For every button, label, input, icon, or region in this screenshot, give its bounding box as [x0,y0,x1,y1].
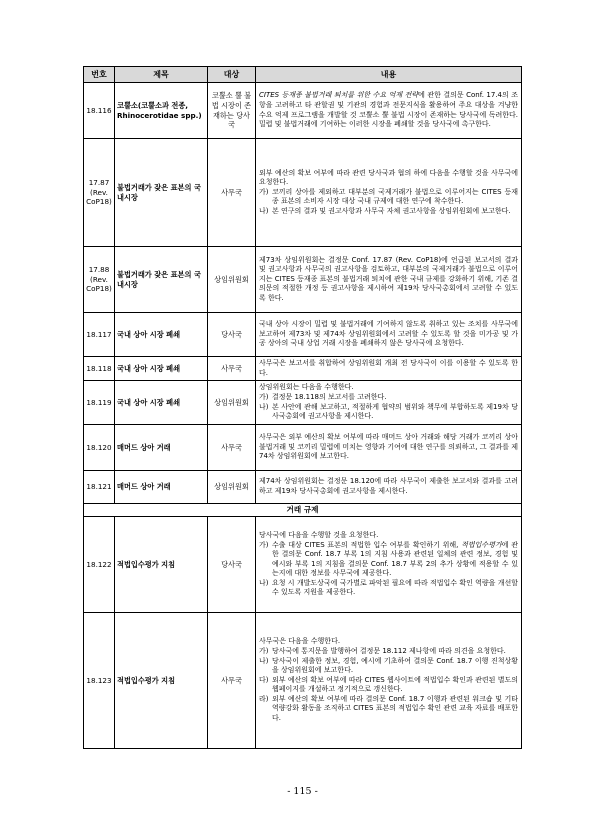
table-row [84,247,522,313]
row-subject: 코뿔소 뿔 불법 시장이 존재하는 당사국 [208,83,256,139]
header-subject: 대상 [208,67,256,83]
row-title: 코뿔소(코뿔소과 전종, Rhinocerotidae spp.) [115,83,208,139]
row-number: 17.88 (Rev. CoP18) [84,247,115,313]
row-content [256,613,522,749]
row-subject: 당사국 [208,313,256,357]
list-item: 가) 결정문 18.118의 보고서를 고려한다. [259,392,387,401]
table-row [84,425,522,471]
list-item: 나) 요청 시 개발도상국에 국가별로 파악된 필요에 따라 적법입수 확인 역량을 개선할 수 있도록 지원을 제공한다. [259,578,518,597]
row-number: 18.120 [84,425,115,471]
row-title: 국내 상아 시장 폐쇄 [115,381,208,425]
row-content [256,83,522,139]
row-title: 적법입수평가 지침 [115,613,208,749]
table-row [84,381,522,425]
header-content: 내용 [256,67,522,83]
row-subject: 상임위원회 [208,247,256,313]
page-number: - 115 - [287,786,318,797]
table-row [84,313,522,357]
content-intro: 외부 예산의 확보 여부에 따라 관련 당사국과 협의 하에 다음을 수행할 것을 사무국에 요청한다. [259,168,518,187]
row-subject: 사무국 [208,139,256,247]
row-title: 불법거래가 잦은 표본의 국내시장 [115,247,208,313]
row-number: 18.117 [84,313,115,357]
row-number: 18.121 [84,471,115,504]
table-row [84,83,522,139]
list-item: 가) 수출 대상 CITES 표본의 적법한 입수 여부를 확인하기 위해, 적법입수평가에 관한 결의문 Conf. 18.7 부록 1의 지침 사용과 관련된 일체의 관련 정보, 경험 및 예시와 부록 1의 지침을 결의문 Conf. 18.7 부록 2의 추가 상황에 적용할 수 있는지에 대한 정보를 사무국에 제공한다. [259,540,518,578]
header-number: 번호 [84,67,115,83]
header-title: 제목 [115,67,208,83]
row-number: 18.116 [84,83,115,139]
list-item: 나) 당사국이 제출한 정보, 경험, 예시에 기초하여 결의문 Conf. 18.7 이행 진척상황을 상임위원회에 보고한다. [259,656,518,675]
row-content: 국내 상아 시장이 밀렵 및 불법거래에 기여하지 않도록 취하고 있는 조치를 사무국에 보고하여 제73차 및 제74차 상임위원회에서 고려할 수 있도록 할 것을 미가공 및 가공 상아의 국내 상업 거래 시장을 폐쇄하지 않은 당사국에 요청한다. [256,313,522,357]
table-row [84,517,522,613]
list-item: 가) 코끼리 상아를 제외하고 대부분의 국제거래가 불법으로 이루어지는 CITES 등재종 표본의 소비자 시장 대상 국내 규제에 대한 연구에 착수한다. [259,187,518,206]
row-title: 매머드 상아 거래 [115,425,208,471]
row-title: 국내 상아 시장 폐쇄 [115,357,208,381]
row-title: 적법입수평가 지침 [115,517,208,613]
row-number: 18.123 [84,613,115,749]
row-content: 제73차 상임위원회는 결정문 Conf. 17.87 (Rev. CoP18)에 언급된 보고서의 결과 및 권고사항과 사무국의 권고사항을 검토하고, 대부분의 국제거래가 불법으로 이루어지는 CITES 등재종 표본의 불법거래 퇴치에 관한 국내 규제를 강화하기 위해, 기존 결의문의 적절한 개정 등 권고사항을 제시하여 제19차 당사국총회에서 고려할 수 있도록 한다. [256,247,522,313]
row-content [256,139,522,247]
list-item: 나) 본 연구의 결과 및 권고사항과 사무국 자체 권고사항을 상임위원회에 보고한다. [259,206,511,215]
list-item: 가) 당사국에 통지문을 발행하여 결정문 18.112 제나항에 따라 의견을 요청한다. [259,646,506,655]
table-row [84,613,522,749]
row-content [256,517,522,613]
row-subject: 당사국 [208,517,256,613]
list-item: 다) 외부 예산의 확보 여부에 따라 CITES 웹사이트에 적법입수 확인과 관련된 별도의 웹페이지를 개설하고 정기적으로 갱신한다. [259,675,518,694]
row-subject: 사무국 [208,613,256,749]
list-item: 라) 외부 예산의 확보 여부에 따라 결의문 Conf. 18.7 이행과 관련된 워크숍 및 기타 역량강화 활동을 조직하고 CITES 표본의 적법입수 확인 관련 교육 자료를 배포한다. [259,694,518,723]
row-number: 17.87 (Rev. CoP18) [84,139,115,247]
table-row [84,471,522,504]
row-number: 18.122 [84,517,115,613]
decisions-table-container [83,66,521,749]
row-content: 사무국은 외부 예산의 확보 여부에 따라 매머드 상아 거래와 해당 거래가 코끼리 상아 불법거래 및 코끼리 밀렵에 미치는 영향과 기여에 대한 연구를 의뢰하고, 그 결과를 제74차 상임위원회에 보고한다. [256,425,522,471]
row-title: 불법거래가 잦은 표본의 국내시장 [115,139,208,247]
row-subject: 사무국 [208,425,256,471]
guideline-title: 적법입수평가 [461,540,502,549]
table-row [84,139,522,247]
section-header-row [84,504,522,517]
row-title: 매머드 상아 거래 [115,471,208,504]
content-text: 에 관한 결의문 Conf. 17.4의 조항을 고려하고 타 관할권 및 기관의 경험과 전문지식을 활용하여 주요 대상을 겨냥한 수요 억제 프로그램을 개발할 것 코뿔소 뿔 불법 시장이 존재하는 당사국에 독려한다. 밀렵 및 불법거래에 기여하는 이러한 시장을 폐쇄할 것을 당사국에 촉구한다. [259,91,518,129]
row-content: 사무국은 보고서를 취합하여 상임위원회 개최 전 당사국이 이를 이용할 수 있도록 한다. [256,357,522,381]
row-subject: 상임위원회 [208,381,256,425]
row-title: 국내 상아 시장 폐쇄 [115,313,208,357]
section-title: 거래 규제 [84,504,522,517]
decisions-table [83,66,522,749]
row-content [256,381,522,425]
table-row [84,357,522,381]
row-content: 제74차 상임위원회는 결정문 18.120에 따라 사무국이 제출한 보고서와 결과를 고려하고 제19차 당사국총회에 권고사항을 제시한다. [256,471,522,504]
list-item: 나) 본 사안에 관해 보고하고, 적절하게 협약의 범위와 책무에 부합하도록 제19차 당사국총회에 권고사항을 제시한다. [259,402,518,421]
strategy-title: CITES 등재종 불법거래 퇴치를 위한 수요 억제 전략 [259,91,419,100]
row-number: 18.119 [84,381,115,425]
row-subject: 사무국 [208,357,256,381]
content-intro: 당사국에 다음을 수행할 것을 요청한다. [259,530,379,539]
table-header-row [84,67,522,83]
row-subject: 상임위원회 [208,471,256,504]
content-intro: 사무국은 다음을 수행한다. [259,637,341,646]
content-intro: 상임위원회는 다음을 수행한다. [259,383,354,392]
row-number: 18.118 [84,357,115,381]
